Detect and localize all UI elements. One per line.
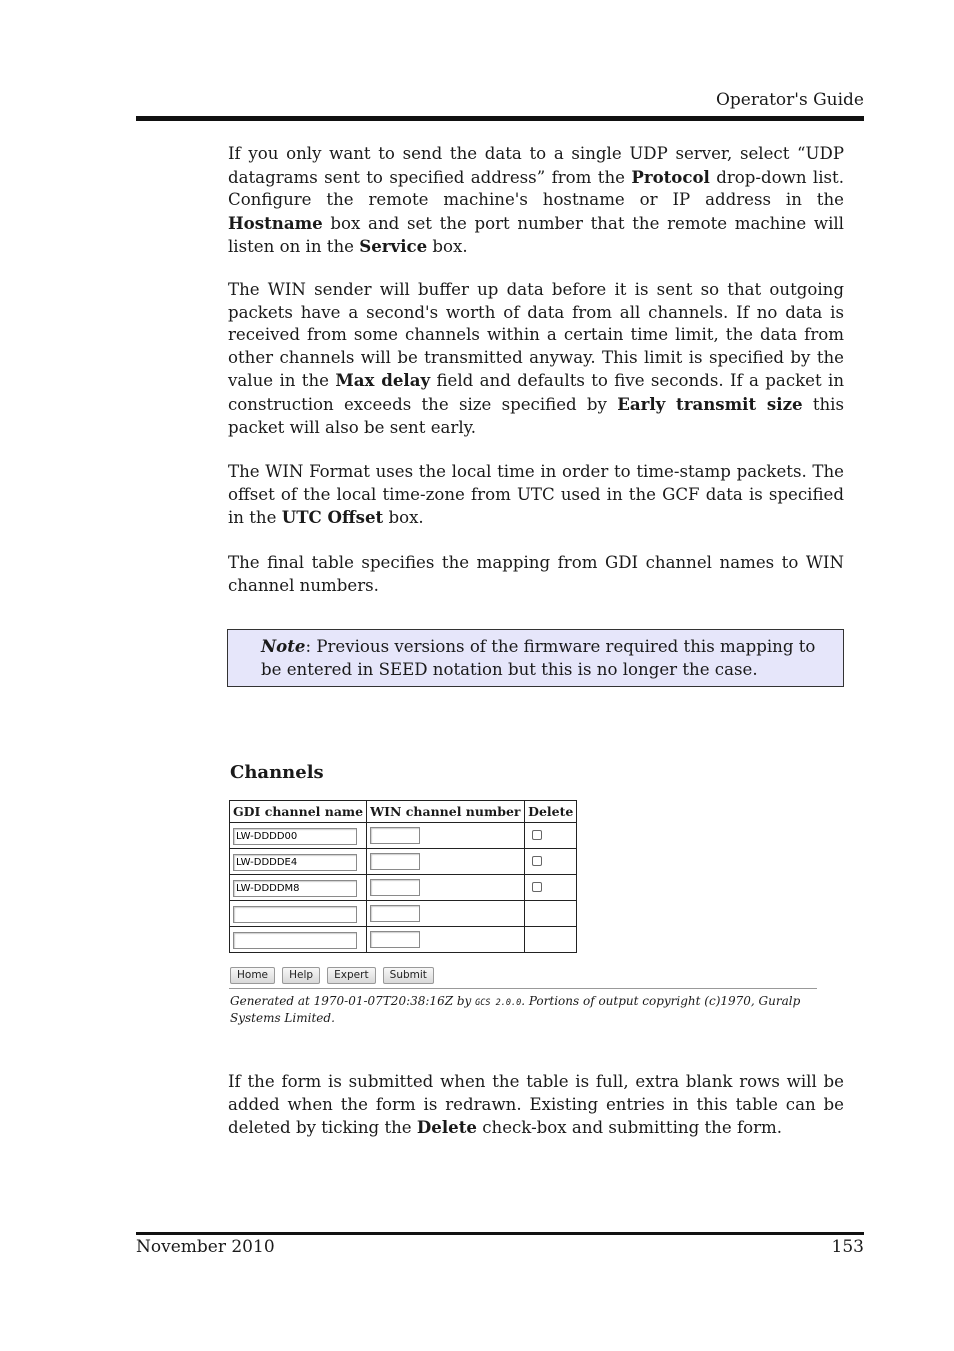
- text-run: The WIN Format uses the local time in order to time-stamp packets. The offset of the local time-zone from UTC used in the GCF data is specified in the: [228, 462, 844, 528]
- win-channel-cell: [367, 901, 525, 927]
- table-row: [230, 927, 577, 953]
- delete-cell: [525, 927, 577, 953]
- bold-term: Delete: [416, 1117, 477, 1138]
- gdi-channel-name-input[interactable]: [233, 854, 357, 871]
- column-header-delete: Delete: [525, 801, 577, 823]
- bold-term: Hostname: [228, 212, 323, 233]
- win-channel-cell: [367, 823, 525, 849]
- footer-rule: [136, 1232, 864, 1235]
- channels-table: [229, 800, 577, 953]
- text-run: box and set the port number that the remote machine will listen on in the: [228, 213, 844, 257]
- gdi-channel-cell: [230, 849, 367, 875]
- generated-footer: [230, 994, 820, 1026]
- gdi-channel-cell: [230, 875, 367, 901]
- bold-term: UTC Offset: [281, 507, 384, 528]
- win-channel-cell: [367, 875, 525, 901]
- text-run: check-box and submitting the form.: [476, 1118, 783, 1138]
- text-run: If the form is submitted when the table is full, extra blank rows will be added when the form is redrawn. Existing entries in this table can be deleted by ticking the: [228, 1072, 844, 1138]
- generated-version: GCS 2.0.0: [475, 998, 522, 1008]
- paragraph-mapping-table: [228, 552, 844, 597]
- table-row: [230, 849, 577, 875]
- text-run: If you only want to send the data to a single UDP server, select “UDP datagrams sent to specified address” from the: [228, 144, 844, 187]
- running-header-title: Operator's Guide: [715, 90, 864, 110]
- text-run: drop-down list. Configure the remote machine's hostname or IP address in the: [228, 167, 845, 210]
- home-button[interactable]: Home: [230, 967, 275, 984]
- delete-cell: [525, 875, 577, 901]
- header-rule: [136, 116, 864, 121]
- gdi-channel-name-input[interactable]: [233, 880, 357, 897]
- bold-term: Max delay: [335, 370, 431, 391]
- paragraph-form-submit: [228, 1071, 844, 1140]
- text-run: The final table specifies the mapping from GDI channel names to WIN channel numbers.: [228, 553, 844, 595]
- delete-checkbox[interactable]: [532, 830, 542, 840]
- note-label: Note: [261, 636, 306, 656]
- win-channel-number-input[interactable]: [370, 905, 420, 922]
- win-channel-cell: [367, 849, 525, 875]
- submit-button[interactable]: Submit: [383, 967, 434, 984]
- text-run: box.: [383, 508, 424, 528]
- gdi-channel-name-input[interactable]: [233, 932, 357, 949]
- table-row: [230, 875, 577, 901]
- paragraph-udp-server: [228, 143, 844, 259]
- paragraph-buffering: [228, 279, 844, 439]
- footer-date: November 2010: [136, 1237, 275, 1257]
- expert-button[interactable]: Expert: [327, 967, 375, 984]
- gdi-channel-name-input[interactable]: [233, 828, 357, 845]
- gdi-channel-name-input[interactable]: [233, 906, 357, 923]
- gdi-channel-cell: [230, 927, 367, 953]
- page-number: 153: [831, 1237, 864, 1257]
- win-channel-number-input[interactable]: [370, 853, 420, 870]
- table-row: [230, 823, 577, 849]
- channels-heading: Channels: [230, 762, 324, 783]
- note-box: [227, 629, 844, 687]
- column-header-win-channel-number: WIN channel number: [367, 801, 525, 823]
- text-run: The WIN sender will buffer up data before it is sent so that outgoing packets have a second's worth of data from all channels. If no data is received from some channels within a certain time limit, the data from other channels will be transmitted anyway. This limit is specified by the value in the: [228, 280, 844, 391]
- gdi-channel-cell: [230, 901, 367, 927]
- bold-term: Protocol: [631, 166, 710, 187]
- delete-cell: [525, 849, 577, 875]
- win-channel-number-input[interactable]: [370, 827, 420, 844]
- text-run: this packet will also be sent early.: [228, 394, 844, 437]
- generated-divider: [229, 988, 817, 989]
- win-channel-number-input[interactable]: [370, 879, 420, 896]
- column-header-gdi-channel-name: GDI channel name: [230, 801, 367, 823]
- note-text: : Previous versions of the firmware required this mapping to be entered in SEED notation but this is no longer the case.: [261, 637, 816, 679]
- delete-checkbox[interactable]: [532, 856, 542, 866]
- win-channel-cell: [367, 927, 525, 953]
- gdi-channel-cell: [230, 823, 367, 849]
- paragraph-time-stamp: [228, 461, 844, 530]
- generated-prefix: Generated at 1970-01-07T20:38:16Z by: [230, 994, 476, 1008]
- table-row: [230, 901, 577, 927]
- text-run: box.: [427, 237, 468, 257]
- win-channel-number-input[interactable]: [370, 931, 420, 948]
- delete-cell: [525, 901, 577, 927]
- bold-term: Service: [359, 236, 428, 257]
- form-button-bar: [230, 963, 436, 984]
- help-button[interactable]: Help: [282, 967, 320, 984]
- generated-suffix: . Portions of output copyright (c)1970, Guralp Systems Limited.: [230, 994, 801, 1025]
- text-run: field and defaults to five seconds. If a packet in construction exceeds the size specified by: [228, 371, 845, 414]
- delete-cell: [525, 823, 577, 849]
- bold-term: Early transmit size: [617, 393, 803, 414]
- delete-checkbox[interactable]: [532, 882, 542, 892]
